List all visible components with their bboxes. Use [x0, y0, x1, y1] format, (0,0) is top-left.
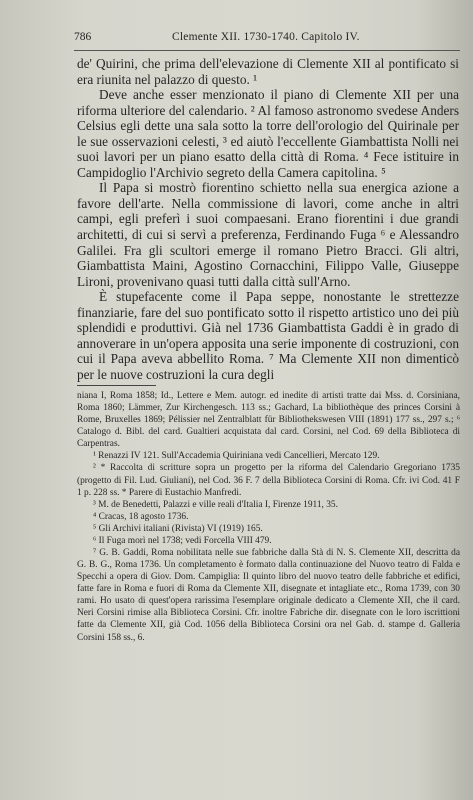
running-title: Clemente XII. 1730-1740. Capitolo IV. — [172, 31, 360, 43]
footnote: ⁷ G. B. Gaddi, Roma nobilitata nelle sue fabbriche dalla Stà di N. S. Clemente XII, descritta da G. B. G., Roma 1736. Un completamento è formato dalla continuazione del Nuovo teatro di Falda e Specchi a opera di Giov. Dom. Campiglia: Il quinto libro del nuovo teatro delle fabbriche et edifici, fatte fare in Roma e fuori di Roma da Clemente XII, disegnate et intagliate etc., Roma 1739, con 30 rami. Ho usato di quest'opera rarissima l'esemplare originale dedicato a Clemente XII, che il card. Neri Corsini rimise alla Biblioteca Corsini. Cfr. inoltre Fabriche dir. disegnate con le loro iscrittioni fatte da Clemente XII, già Cod. 1056 della Biblioteca Corsini ora nel Gab. d. stampe d. Galleria Corsini 158 ss., 6. — [77, 548, 460, 643]
page-number: 786 — [74, 31, 92, 43]
body-text — [77, 56, 459, 382]
footnote-rule — [77, 385, 156, 386]
header-rule — [74, 50, 460, 51]
footnote: ¹ Renazzi IV 121. Sull'Accademia Quiriniana vedi Cancellieri, Mercato 129. — [93, 451, 380, 462]
footnote: ⁵ Gli Archivi italiani (Rivista) VI (1919) 165. — [93, 523, 263, 534]
paragraph: È stupefacente come il Papa seppe, nonostante le strettezze finanziarie, fare del suo pontificato sotto il rispetto artistico uno dei più splendidi e produttivi. Già nel 1736 Giambattista Gaddi è in grado di annoverare in un'opera apposita una serie imponente di costruzioni, con cui il Papa aveva abbellito Roma. ⁷ Ma Clemente XII non dimenticò per le nuove costruzioni la cura degli — [77, 289, 459, 382]
paragraph: Il Papa si mostrò fiorentino schietto nella sua energica azione a favore dell'arte. Nella commissione di lavori, come anche in altri campi, egli preferì i suoi compaesani. Erano fiorentini i due grandi architetti, di cui si servì a preferenza, Ferdinando Fuga ⁶ e Alessandro Galilei. Fra gli scultori emerge il romano Pietro Bracci. Gli altri, Giambattista Maini, Agostino Cornacchini, Filippo Valle, Giuseppe Lironi, provenivano quasi tutti dalla città sull'Arno. — [77, 180, 459, 289]
paragraph: de' Quirini, che prima dell'elevazione di Clemente XII al pontificato si era riunita nel palazzo di questo. ¹ — [77, 56, 459, 87]
footnote: ⁴ Cracas, 18 agosto 1736. — [93, 511, 189, 522]
paragraph: Deve anche esser menzionato il piano di Clemente XII per una riforma ulteriore del calendario. ² Al famoso astronomo svedese Anders Celsius egli dette una sala sotto la torre dell'orologio del Quirinale per le sue osservazioni celesti, ³ ed aiutò l'eccellente Giambattista Nolli nei suoi lavori per un piano esatto della città di Roma. ⁴ Fece istituire in Campidoglio l'Archivio segreto della Camera capitolina. ⁵ — [77, 87, 459, 180]
footnotes — [77, 390, 460, 644]
footnote: ² * Raccolta di scritture sopra un progetto per la riforma del Calendario Gregoriano 1735 (progetto di Fil. Lud. Giuliani), nel Cod. 36 F. 7 della Biblioteca Corsini di Roma. Cfr. ivi Cod. 41 F 1 p. 228 ss. * Parere di Eustachio Manfredi. — [77, 463, 460, 498]
footnote: ³ M. de Benedetti, Palazzi e ville reali d'Italia I, Firenze 1911, 35. — [93, 499, 338, 510]
footnote: ⁶ Il Fuga morì nel 1738; vedi Forcella VIII 479. — [93, 535, 272, 546]
footnote-continuation: niana I, Roma 1858; Id., Lettere e Mem. autogr. ed inedite di artisti tratte dai Mss. d. Corsiniana, Roma 1860; Lämmer, Zur Kirchengesch. 113 ss.; Gachard, La bibliothèque des princes Corsini à Rome, Bruxelles 1869; Pélissier nel Zentralblatt für Bibliothekswesen VIII (1891) 177 ss., 297 s.; ⁶ Catalogo d. Bibl. del card. Gualtieri acquistata dal card. Corsini, nel Cod. 69 della Biblioteca di Carpentras. — [77, 391, 460, 450]
